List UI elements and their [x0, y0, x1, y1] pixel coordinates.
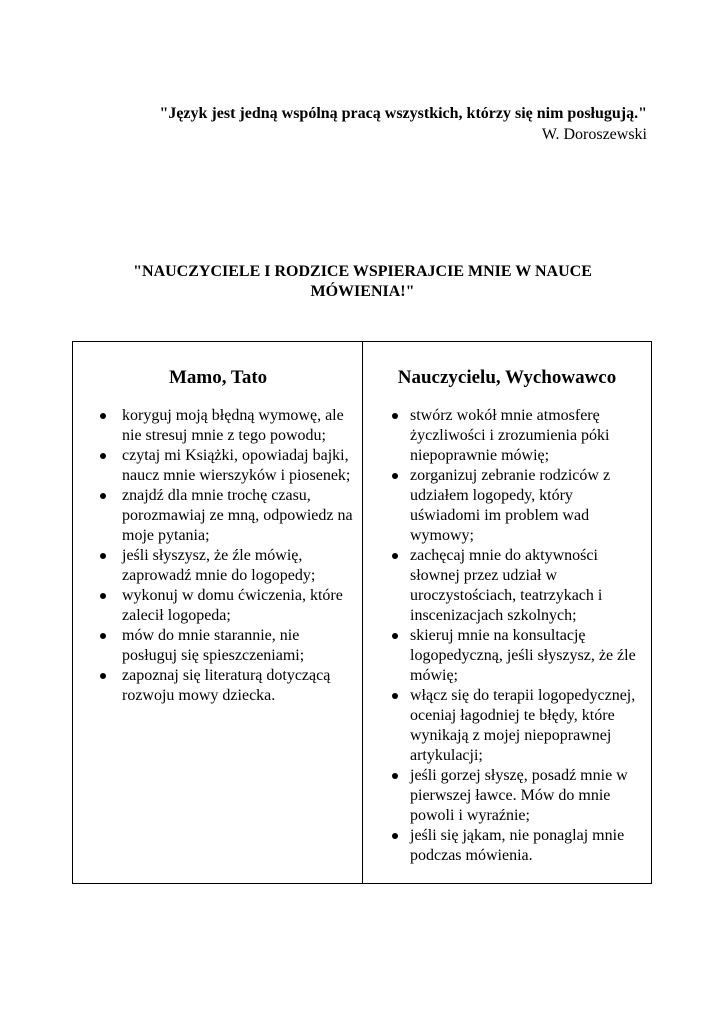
- list-item-text: włącz się do terapii logopedycznej, oceniaj łagodniej te błędy, które wynikają z mojej niepoprawnej artykulacji;: [410, 687, 636, 764]
- list-item-text: jeśli się jąkam, nie ponaglaj mnie podczas mówienia.: [410, 827, 625, 864]
- bullet-icon: [392, 633, 398, 639]
- list-item-text: skieruj mnie na konsultację logopedyczną, jeśli słyszysz, że źle mówię;: [410, 627, 636, 684]
- teachers-column-title: Nauczycielu, Wychowawco: [397, 367, 617, 388]
- list-item-text: znajdź dla mnie trochę czasu, porozmawiaj ze mną, odpowiedz na moje pytania;: [122, 487, 353, 544]
- list-item: [73, 666, 362, 706]
- list-item-text: mów do mnie starannie, nie posługuj się spieszczeniami;: [122, 627, 305, 664]
- list-item-text: zapoznaj się literaturą dotyczącą rozwoju mowy dziecka.: [122, 667, 331, 704]
- list-item: [363, 766, 651, 826]
- teachers-column: [363, 342, 651, 883]
- list-item: [73, 406, 362, 446]
- appeal-heading: [100, 262, 625, 302]
- appeal-heading-line-2: MÓWIENIA!": [310, 283, 415, 300]
- appeal-heading-line-1: "NAUCZYCIELE I RODZICE WSPIERAJCIE MNIE W NAUCE: [133, 263, 592, 280]
- list-item-text: stwórz wokół mnie atmosferę życzliwości i zrozumienia póki niepoprawnie mówię;: [410, 407, 610, 464]
- list-item-text: zachęcaj mnie do aktywności słownej przez udział w uroczystościach, teatrzykach i inscenizacjach szkolnych;: [410, 547, 603, 624]
- bullet-icon: [100, 493, 106, 499]
- list-item-text: zorganizuj zebranie rodziców z udziałem logopedy, który uświadomi im problem wad wymowy;: [410, 467, 611, 544]
- parents-column-title: Mamo, Tato: [169, 367, 268, 388]
- bullet-icon: [100, 453, 106, 459]
- list-item: [73, 446, 362, 486]
- bullet-icon: [100, 553, 106, 559]
- bullet-icon: [392, 773, 398, 779]
- bullet-icon: [100, 673, 106, 679]
- bullet-icon: [392, 833, 398, 839]
- list-item: [363, 546, 651, 626]
- list-item-text: jeśli gorzej słyszę, posadź mnie w pierwszej ławce. Mów do mnie powoli i wyraźnie;: [410, 767, 628, 824]
- list-item: [73, 546, 362, 586]
- parents-advice-list: [73, 406, 362, 706]
- advice-table: [72, 341, 652, 884]
- list-item: [363, 626, 651, 686]
- epigraph-author: W. Doroszewski: [541, 126, 647, 143]
- bullet-icon: [100, 593, 106, 599]
- list-item: [363, 466, 651, 546]
- bullet-icon: [392, 553, 398, 559]
- parents-column: [73, 342, 363, 883]
- bullet-icon: [392, 413, 398, 419]
- bullet-icon: [100, 413, 106, 419]
- list-item-text: koryguj moją błędną wymowę, ale nie stresuj mnie z tego powodu;: [122, 407, 344, 444]
- bullet-icon: [392, 693, 398, 699]
- list-item-text: wykonuj w domu ćwiczenia, które zalecił logopeda;: [122, 587, 343, 624]
- list-item-text: czytaj mi Książki, opowiadaj bajki, naucz mnie wierszyków i piosenek;: [122, 447, 351, 484]
- list-item: [363, 406, 651, 466]
- list-item: [73, 486, 362, 546]
- list-item: [363, 686, 651, 766]
- list-item: [73, 586, 362, 626]
- teachers-advice-list: [363, 406, 651, 866]
- list-item-text: jeśli słyszysz, że źle mówię, zaprowadź mnie do logopedy;: [122, 547, 316, 584]
- epigraph-quote: "Język jest jedną wspólną pracą wszystkich, którzy się nim posługują.": [159, 105, 647, 122]
- bullet-icon: [392, 473, 398, 479]
- epigraph: [72, 103, 647, 145]
- bullet-icon: [100, 633, 106, 639]
- list-item: [363, 826, 651, 866]
- list-item: [73, 626, 362, 666]
